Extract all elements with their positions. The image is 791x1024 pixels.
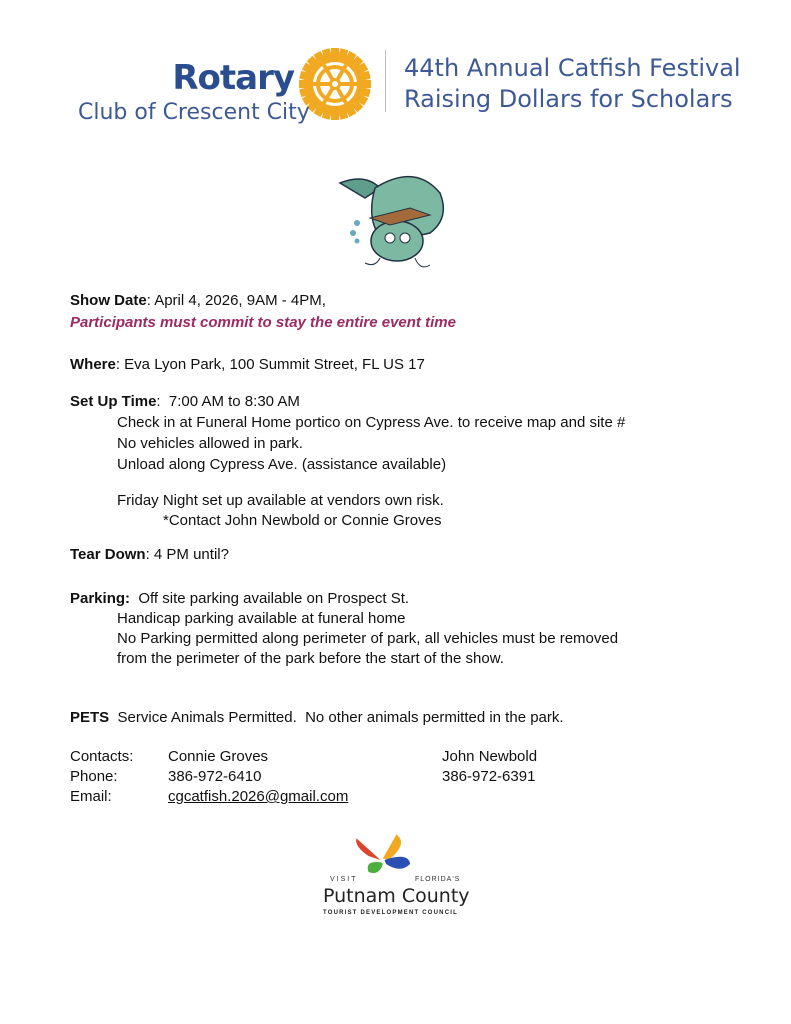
setup-line <box>70 393 300 411</box>
email-label: Email: <box>70 788 112 805</box>
parking-label: Parking: <box>70 590 131 607</box>
show-date-line <box>70 292 326 310</box>
teardown-label: Tear Down <box>70 546 146 563</box>
parking-detail: No Parking permitted along perimeter of park, all vehicles must be removed <box>117 630 619 647</box>
teardown-value: : 4 PM until? <box>145 546 229 563</box>
catfish-mascot-icon <box>335 163 455 278</box>
parking-detail: from the perimeter of the park before the start of the show. <box>117 650 504 667</box>
tdc-text: TOURIST DEVELOPMENT COUNCIL <box>323 910 458 916</box>
parking-line <box>70 590 409 608</box>
commitment-note: Participants must commit to stay the entire event time <box>70 314 456 331</box>
contact-1-email-link[interactable]: cgcatfish.2026@gmail.com <box>168 788 349 805</box>
setup-label: Set Up Time <box>70 393 157 410</box>
setup-detail: Unload along Cypress Ave. (assistance available) <box>117 456 447 473</box>
phone-label: Phone: <box>70 768 118 785</box>
pets-line <box>70 709 564 727</box>
setup-detail: Friday Night set up available at vendors own risk. <box>117 492 444 509</box>
floridas-text: FLORIDA'S <box>415 876 461 883</box>
visit-text: VISIT <box>330 876 358 883</box>
parking-detail: Handicap parking available at funeral home <box>117 610 406 627</box>
pets-value: Service Animals Permitted. No other animals permitted in the park. <box>109 709 564 726</box>
setup-value: : 7:00 AM to 8:30 AM <box>156 393 300 410</box>
putnam-county-text: Putnam County <box>323 885 470 907</box>
rotary-wordmark: Rotary <box>172 58 294 98</box>
contact-1-phone: 386-972-6410 <box>168 768 262 785</box>
festival-subtitle: Raising Dollars for Scholars <box>404 85 733 113</box>
festival-title: 44th Annual Catfish Festival <box>404 54 741 82</box>
setup-contact-note: *Contact John Newbold or Connie Groves <box>163 512 442 529</box>
where-line <box>70 356 425 374</box>
contacts-label: Contacts: <box>70 748 134 765</box>
club-name: Club of Crescent City <box>78 100 310 125</box>
show-date-value: : April 4, 2026, 9AM - 4PM, <box>146 292 326 309</box>
show-date-label: Show Date <box>70 292 147 309</box>
butterfly-logo-icon <box>345 832 420 876</box>
where-value: : Eva Lyon Park, 100 Summit Street, FL US 17 <box>115 356 425 373</box>
setup-detail: Check in at Funeral Home portico on Cypress Ave. to receive map and site # <box>117 414 626 431</box>
setup-detail: No vehicles allowed in park. <box>117 435 303 452</box>
pets-label: PETS <box>70 709 110 726</box>
header-divider <box>385 50 386 112</box>
contact-1-name: Connie Groves <box>168 748 269 765</box>
teardown-line <box>70 546 229 564</box>
contact-2-name: John Newbold <box>442 748 538 765</box>
parking-value: Off site parking available on Prospect St. <box>130 590 410 607</box>
contact-2-phone: 386-972-6391 <box>442 768 536 785</box>
where-label: Where <box>70 356 116 373</box>
